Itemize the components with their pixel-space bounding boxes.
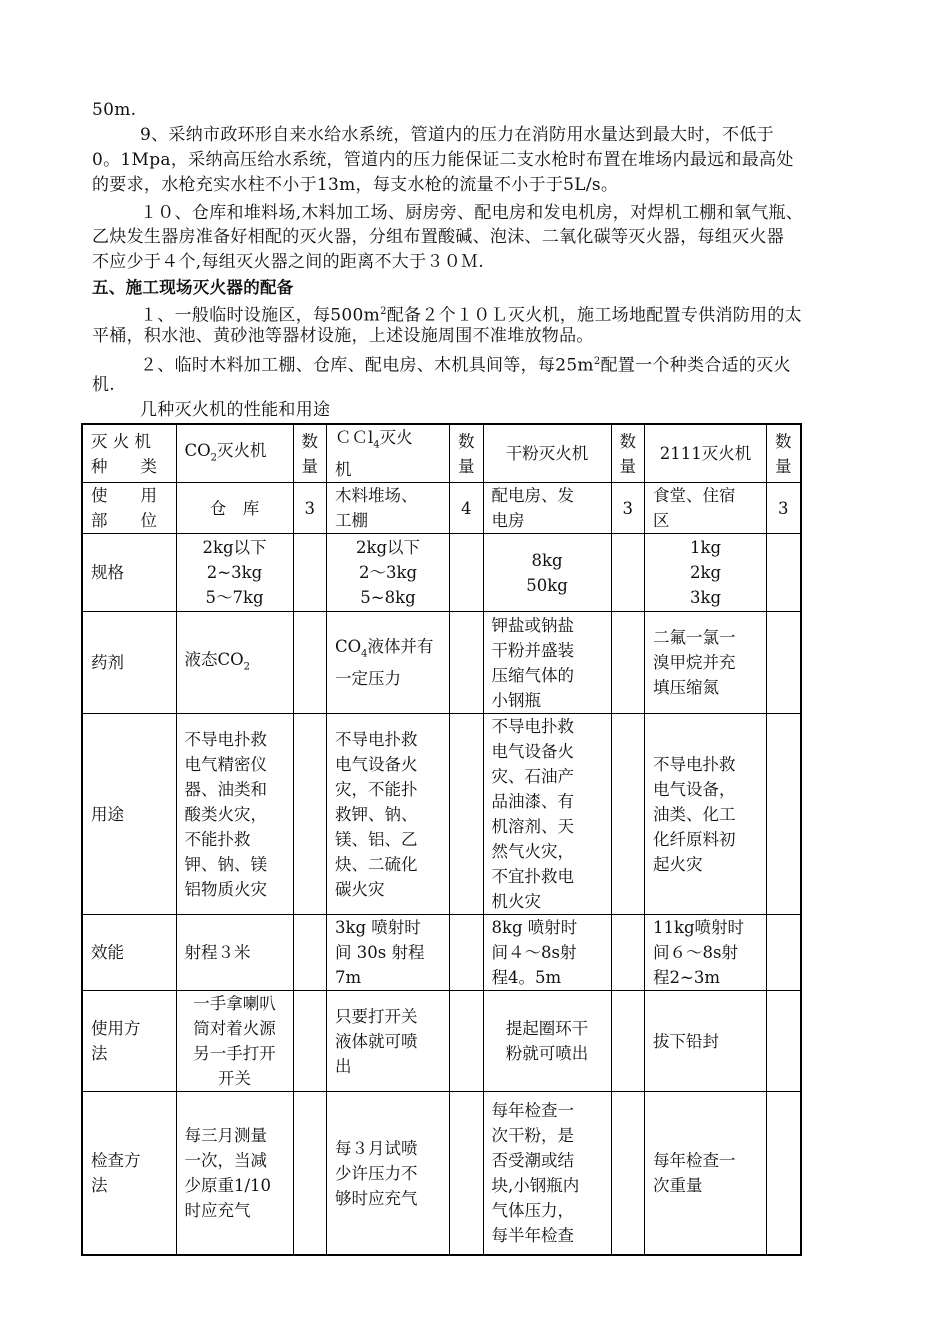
cell-qty: 3 bbox=[767, 483, 801, 534]
cell-efficiency-label: 效能 bbox=[82, 915, 176, 991]
cell-inspect-ccl4: 每３月试喷 少许压力不 够时应充气 bbox=[327, 1092, 450, 1255]
paragraph-10-line1: １０、仓库和堆料场,木料加工场、厨房旁、配电房和发电机房，对焊机工棚和氧气瓶、 bbox=[140, 203, 804, 223]
text-line: 50m. bbox=[92, 100, 137, 120]
paragraph-10-line3: 不应少于４个,每组灭火器之间的距离不大于３０Ｍ. bbox=[92, 252, 485, 272]
paragraph-9-line2: 0。1Mpa，采纳高压给水系统，管道内的压力能保证二支水枪时布置在堆场内最远和最高处 bbox=[92, 150, 794, 170]
cell-dry-header: 干粉灭火机 bbox=[483, 424, 611, 483]
section-heading: 五、施工现场灭火器的配备 bbox=[92, 278, 294, 297]
cell-empty bbox=[450, 991, 484, 1092]
table-caption: 几种灭火机的性能和用途 bbox=[140, 400, 331, 420]
cell-method-label: 使用方 法 bbox=[82, 991, 176, 1092]
cell-use-place-label: 使 用 部 位 bbox=[82, 483, 176, 534]
table-row bbox=[82, 483, 801, 534]
paragraph-10-line2: 乙炔发生器房准备好相配的灭火器，分组布置酸碱、泡沫、二氧化碳等灭火器，每组灭火器 bbox=[92, 227, 784, 247]
cell-efficiency-ccl4: 3kg 喷射时 间 30s 射程 7m bbox=[327, 915, 450, 991]
cell-method-2111: 拔下铅封 bbox=[645, 991, 767, 1092]
cell-empty bbox=[293, 534, 327, 612]
cell-use-place-ccl4: 木料堆场、 工棚 bbox=[327, 483, 450, 534]
cell-qty-header: 数 量 bbox=[767, 424, 801, 483]
cell-inspect-dry: 每年检查一 次干粉，是 否受潮或结 块,小钢瓶内 气体压力， 每半年检查 bbox=[483, 1092, 611, 1255]
cell-empty bbox=[767, 612, 801, 714]
cell-qty-header: 数 量 bbox=[293, 424, 327, 483]
cell-spec-label: 规格 bbox=[82, 534, 176, 612]
cell-agent-co2: 液态$CO_2$ bbox=[176, 612, 293, 714]
cell-empty bbox=[767, 1092, 801, 1255]
cell-kind-label: 灭 火 机 种 类 bbox=[82, 424, 176, 483]
header-row bbox=[82, 424, 801, 483]
section-2-line1: ２、临时木料加工棚、仓库、配电房、木机具间等，每$25m^2$配置一个种类合适的灭火 bbox=[140, 355, 791, 376]
cell-empty bbox=[611, 612, 645, 714]
cell-inspect-label: 检查方 法 bbox=[82, 1092, 176, 1255]
cell-empty bbox=[767, 915, 801, 991]
cell-agent-label: 药剂 bbox=[82, 612, 176, 714]
cell-efficiency-2111: 11kg喷射时 间６～8s射 程2~3m bbox=[645, 915, 767, 991]
cell-empty bbox=[293, 915, 327, 991]
cell-qty-header: 数 量 bbox=[450, 424, 484, 483]
cell-empty bbox=[450, 534, 484, 612]
paragraph-9-line3: 的要求，水枪充实水柱不小于13m，每支水枪的流量不小于于5L/s。 bbox=[92, 175, 619, 195]
cell-inspect-co2: 每三月测量 一次，当减 少原重1/10 时应充气 bbox=[176, 1092, 293, 1255]
section-1-line2: 平桶，积水池、黄砂池等器材设施，上述设施周围不准堆放物品。 bbox=[92, 326, 594, 346]
extinguisher-table bbox=[81, 423, 802, 1256]
section-1-line1: １、一般临时设施区，每$500m^2$配备２个１０Ｌ灭火机，施工场地配置专供消防用的太 bbox=[140, 305, 802, 326]
cell-empty bbox=[611, 1092, 645, 1255]
cell-agent-dry: 钾盐或钠盐 干粉并盛装 压缩气体的 小钢瓶 bbox=[483, 612, 611, 714]
cell-method-co2: 一手拿喇叭 筒对着火源 另一手打开 开关 bbox=[176, 991, 293, 1092]
section-2-line2: 机. bbox=[92, 375, 116, 395]
table-row bbox=[82, 612, 801, 714]
paragraph-9-line1: 9、采纳市政环形自来水给水系统，管道内的压力在消防用水量达到最大时，不低于 bbox=[140, 125, 774, 145]
cell-spec-co2: 2kg以下 2~3kg 5～7kg bbox=[176, 534, 293, 612]
cell-empty bbox=[293, 1092, 327, 1255]
cell-spec-dry: 8kg 50kg bbox=[483, 534, 611, 612]
cell-empty bbox=[450, 1092, 484, 1255]
table-row bbox=[82, 714, 801, 915]
table-row bbox=[82, 991, 801, 1092]
cell-empty bbox=[450, 714, 484, 915]
cell-agent-ccl4: $CO_4$液体并有 一定压力 bbox=[327, 612, 450, 714]
cell-empty bbox=[767, 714, 801, 915]
cell-2111-header: 2111灭火机 bbox=[645, 424, 767, 483]
cell-ccl4-header: ＣＣl$_4$灭火 机 bbox=[327, 424, 450, 483]
cell-usage-label: 用途 bbox=[82, 714, 176, 915]
cell-spec-2111: 1kg 2kg 3kg bbox=[645, 534, 767, 612]
cell-empty bbox=[767, 991, 801, 1092]
cell-empty bbox=[767, 534, 801, 612]
cell-qty-header: 数 量 bbox=[611, 424, 645, 483]
cell-use-place-co2: 仓 库 bbox=[176, 483, 293, 534]
cell-empty bbox=[611, 714, 645, 915]
cell-empty bbox=[293, 714, 327, 915]
cell-efficiency-co2: 射程３米 bbox=[176, 915, 293, 991]
cell-inspect-2111: 每年检查一 次重量 bbox=[645, 1092, 767, 1255]
table-row bbox=[82, 915, 801, 991]
cell-empty bbox=[450, 915, 484, 991]
cell-agent-2111: 二氟一氯一 溴甲烷并充 填压缩氮 bbox=[645, 612, 767, 714]
cell-empty bbox=[293, 612, 327, 714]
cell-spec-ccl4: 2kg以下 2～3kg 5~8kg bbox=[327, 534, 450, 612]
cell-efficiency-dry: 8kg 喷射时 间４～8s射 程4。5m bbox=[483, 915, 611, 991]
cell-method-dry: 提起圈环干 粉就可喷出 bbox=[483, 991, 611, 1092]
cell-co2-header: $CO_2$灭火机 bbox=[176, 424, 293, 483]
table-row bbox=[82, 534, 801, 612]
cell-method-ccl4: 只要打开关 液体就可喷 出 bbox=[327, 991, 450, 1092]
cell-empty bbox=[611, 915, 645, 991]
cell-qty: 3 bbox=[611, 483, 645, 534]
cell-usage-ccl4: 不导电扑救 电气设备火 灾，不能扑 救钾、钠、 镁、铝、乙 炔、二硫化 碳火灾 bbox=[327, 714, 450, 915]
cell-usage-2111: 不导电扑救 电气设备， 油类、化工 化纤原料初 起火灾 bbox=[645, 714, 767, 915]
cell-empty bbox=[611, 991, 645, 1092]
cell-qty: 4 bbox=[450, 483, 484, 534]
cell-usage-co2: 不导电扑救 电气精密仪 器、油类和 酸类火灾， 不能扑救 钾、钠、镁 铝物质火灾 bbox=[176, 714, 293, 915]
cell-empty bbox=[611, 534, 645, 612]
cell-use-place-2111: 食堂、住宿 区 bbox=[645, 483, 767, 534]
cell-qty: 3 bbox=[293, 483, 327, 534]
cell-use-place-dry: 配电房、发 电房 bbox=[483, 483, 611, 534]
table-row bbox=[82, 1092, 801, 1255]
cell-usage-dry: 不导电扑救 电气设备火 灾、石油产 品油漆、有 机溶剂、天 然气火灾， 不宜扑救电 机火灾 bbox=[483, 714, 611, 915]
cell-empty bbox=[450, 612, 484, 714]
cell-empty bbox=[293, 991, 327, 1092]
